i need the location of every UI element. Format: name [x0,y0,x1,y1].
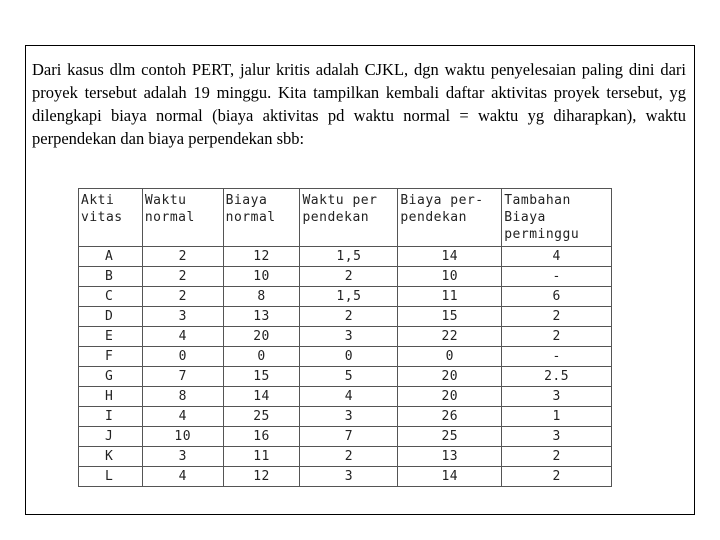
table-cell: 16 [223,427,300,447]
table-cell: 15 [398,307,502,327]
table-cell: 12 [223,467,300,487]
table-row [79,327,612,347]
table-cell: 2.5 [502,367,612,387]
header-normal-cost: Biaya normal [223,189,300,247]
table-cell: 8 [142,387,223,407]
table-row [79,367,612,387]
header-activity: Akti vitas [79,189,143,247]
header-crash-time: Waktu per pendekan [300,189,398,247]
table-cell: - [502,347,612,367]
header-crash-cost: Biaya per- pendekan [398,189,502,247]
table-cell: 11 [223,447,300,467]
table-cell: F [79,347,143,367]
table-cell: 1 [502,407,612,427]
table-cell: 3 [300,327,398,347]
table-cell: 7 [300,427,398,447]
table-cell: 3 [142,307,223,327]
table-cell: 22 [398,327,502,347]
table-cell: 2 [502,467,612,487]
table-cell: 0 [142,347,223,367]
table-cell: 3 [502,427,612,447]
table-cell: 20 [223,327,300,347]
table-cell: 8 [223,287,300,307]
table-cell: 3 [142,447,223,467]
table-cell: D [79,307,143,327]
table-cell: 4 [142,467,223,487]
table-cell: 10 [223,267,300,287]
table-cell: 26 [398,407,502,427]
intro-paragraph: Dari kasus dlm contoh PERT, jalur kritis adalah CJKL, dgn waktu penyelesaian paling dini dari proyek tersebut adalah 19 minggu. Kita tampilkan kembali daftar aktivitas proyek tersebut, yg dilengkapi biaya normal (biaya aktivitas pd waktu normal = waktu yg diharapkan), waktu perpendekan dan biaya perpendekan sbb: [32,60,686,148]
table-cell: 2 [502,327,612,347]
table-cell: 3 [300,407,398,427]
table-cell: H [79,387,143,407]
table-cell: 13 [398,447,502,467]
table-cell: I [79,407,143,427]
table-cell: K [79,447,143,467]
table-cell: G [79,367,143,387]
table-row [79,307,612,327]
table-row [79,347,612,367]
table-cell: 10 [142,427,223,447]
table-cell: 20 [398,367,502,387]
table-row [79,387,612,407]
table-cell: 2 [142,247,223,267]
table-cell: 2 [300,267,398,287]
table-row [79,427,612,447]
table-cell: 2 [502,447,612,467]
table-row [79,247,612,267]
table-cell: J [79,427,143,447]
table-cell: 15 [223,367,300,387]
table-cell: 1,5 [300,287,398,307]
table-cell: 0 [300,347,398,367]
table-cell: 10 [398,267,502,287]
table-cell: 13 [223,307,300,327]
table-cell: 4 [142,407,223,427]
table-cell: 25 [398,427,502,447]
table-cell: 7 [142,367,223,387]
table-cell: 14 [398,467,502,487]
table-cell: 3 [502,387,612,407]
table-cell: - [502,267,612,287]
table-cell: E [79,327,143,347]
table-cell: 14 [398,247,502,267]
table-row [79,287,612,307]
table-cell: 1,5 [300,247,398,267]
table-cell: 4 [142,327,223,347]
table-cell: 2 [142,267,223,287]
table-cell: 4 [502,247,612,267]
table-cell: 14 [223,387,300,407]
table-row [79,407,612,427]
table-cell: B [79,267,143,287]
table-row [79,267,612,287]
table-cell: 2 [502,307,612,327]
table-cell: 0 [223,347,300,367]
table-row [79,447,612,467]
table-cell: C [79,287,143,307]
table-cell: A [79,247,143,267]
table-cell: 12 [223,247,300,267]
table-cell: 11 [398,287,502,307]
table-row [79,467,612,487]
table-cell: 6 [502,287,612,307]
table-cell: 25 [223,407,300,427]
crashing-cost-table [78,188,612,487]
table-cell: 4 [300,387,398,407]
header-normal-time: Waktu normal [142,189,223,247]
table-cell: 20 [398,387,502,407]
table-cell: 3 [300,467,398,487]
table-cell: 2 [300,447,398,467]
table-cell: L [79,467,143,487]
table-cell: 0 [398,347,502,367]
table-cell: 2 [142,287,223,307]
table-cell: 2 [300,307,398,327]
table-header-row [79,189,612,247]
header-extra-cost-per-week: Tambahan Biaya perminggu [502,189,612,247]
table-cell: 5 [300,367,398,387]
